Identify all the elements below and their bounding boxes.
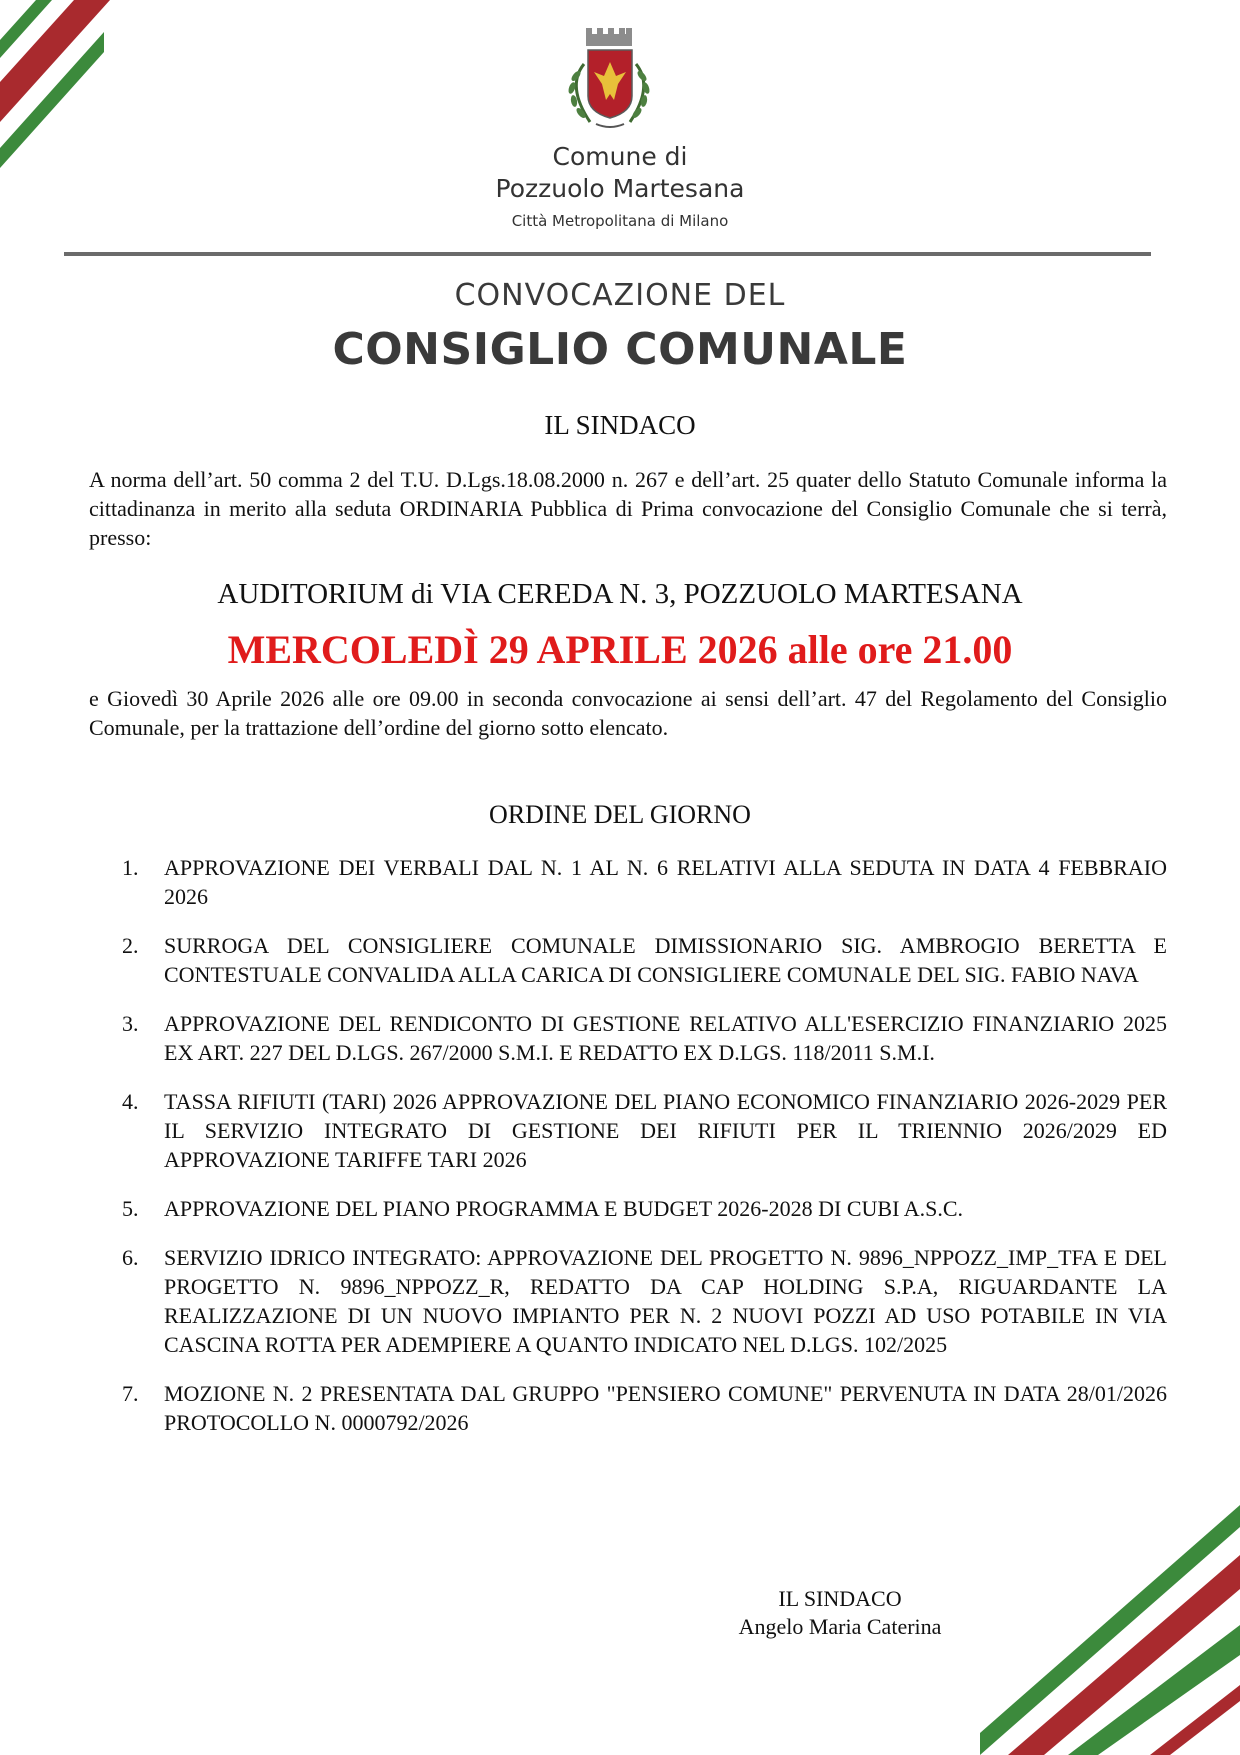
agenda-item: [116, 931, 1167, 989]
intro-paragraph: A norma dell’art. 50 comma 2 del T.U. D.Lgs.18.08.2000 n. 267 e dell’art. 25 quater dello Statuto Comunale informa la cittadinanza in merito alla seduta ORDINARIA Pubblica di Prima convocazione del Consiglio Comunale che si terrà, presso:: [89, 467, 1167, 550]
document-title-line1: CONVOCAZIONE DEL: [454, 278, 786, 313]
org-city: Pozzuolo Martesana: [495, 174, 745, 203]
agenda-item-number: 7.: [122, 1381, 139, 1406]
agenda-item: [116, 1379, 1167, 1437]
agenda-list: [116, 853, 1167, 1457]
agenda-item-number: 6.: [122, 1245, 139, 1270]
signature-name: Angelo Maria Caterina: [738, 1614, 942, 1639]
org-name: Comune di: [552, 142, 688, 171]
agenda-item-number: 4.: [122, 1089, 139, 1114]
agenda-item-number: 3.: [122, 1011, 139, 1036]
second-call-paragraph: e Giovedì 30 Aprile 2026 alle ore 09.00 in seconda convocazione ai sensi dell’art. 47 del Regolamento del Consiglio Comunale, per la trattazione dell’ordine del giorno sotto elencato.: [89, 686, 1167, 740]
agenda-item: [116, 1243, 1167, 1359]
signature-role: IL SINDACO: [778, 1586, 902, 1611]
agenda-item: [116, 1194, 1167, 1223]
municipal-crest-icon: [544, 26, 674, 132]
document-title-line2: CONSIGLIO COMUNALE: [332, 324, 908, 375]
tricolor-corner-bottom-right: [980, 1505, 1240, 1755]
agenda-item-text: APPROVAZIONE DEL PIANO PROGRAMMA E BUDGET 2026-2028 DI CUBI A.S.C.: [164, 1196, 963, 1221]
venue: AUDITORIUM di VIA CEREDA N. 3, POZZUOLO MARTESANA: [217, 578, 1023, 610]
agenda-item: [116, 1087, 1167, 1174]
agenda-item-number: 2.: [122, 933, 139, 958]
agenda-item-text: APPROVAZIONE DEI VERBALI DAL N. 1 AL N. 6 RELATIVI ALLA SEDUTA IN DATA 4 FEBBRAIO 2026: [164, 855, 1167, 909]
agenda-item-number: 1.: [122, 855, 139, 880]
header-divider: [64, 252, 1151, 256]
agenda-item: [116, 853, 1167, 911]
agenda-item-text: SURROGA DEL CONSIGLIERE COMUNALE DIMISSIONARIO SIG. AMBROGIO BERETTA E CONTESTUALE CONVALIDA ALLA CARICA DI CONSIGLIERE COMUNALE DEL SIG. FABIO NAVA: [164, 933, 1167, 987]
agenda-item-number: 5.: [122, 1196, 139, 1221]
sindaco-heading: IL SINDACO: [544, 410, 696, 440]
agenda-item-text: TASSA RIFIUTI (TARI) 2026 APPROVAZIONE DEL PIANO ECONOMICO FINANZIARIO 2026-2029 PER IL SERVIZIO INTEGRATO DI GESTIONE DEI RIFIUTI PER IL TRIENNIO 2026/2029 ED APPROVAZIONE TARIFFE TARI 2026: [164, 1089, 1167, 1172]
meeting-date: MERCOLEDÌ 29 APRILE 2026 alle ore 21.00: [227, 627, 1013, 672]
agenda-item-text: APPROVAZIONE DEL RENDICONTO DI GESTIONE RELATIVO ALL'ESERCIZIO FINANZIARIO 2025 EX ART. 227 DEL D.LGS. 267/2000 S.M.I. E REDATTO EX D.LGS. 118/2011 S.M.I.: [164, 1011, 1167, 1065]
agenda-item: [116, 1009, 1167, 1067]
agenda-title: ORDINE DEL GIORNO: [489, 800, 751, 829]
org-metro: Città Metropolitana di Milano: [511, 212, 729, 230]
agenda-item-text: MOZIONE N. 2 PRESENTATA DAL GRUPPO "PENSIERO COMUNE" PERVENUTA IN DATA 28/01/2026 PROTOCOLLO N. 0000792/2026: [164, 1381, 1167, 1435]
agenda-item-text: SERVIZIO IDRICO INTEGRATO: APPROVAZIONE DEL PROGETTO N. 9896_NPPOZZ_IMP_TFA E DEL PROGETTO N. 9896_NPPOZZ_R, REDATTO DA CAP HOLDING S.P.A, RIGUARDANTE LA REALIZZAZIONE DI UN NUOVO IMPIANTO PER N. 2 NUOVI POZZI AD USO POTABILE IN VIA CASCINA ROTTA PER ADEMPIERE A QUANTO INDICATO NEL D.LGS. 102/2025: [164, 1245, 1167, 1357]
